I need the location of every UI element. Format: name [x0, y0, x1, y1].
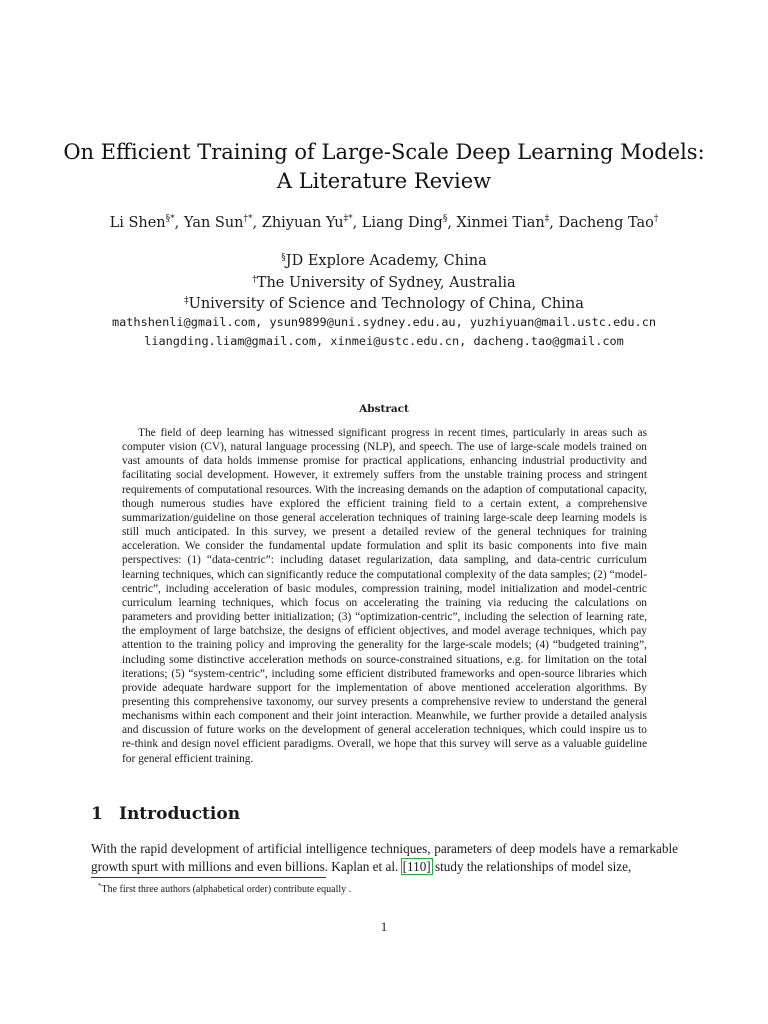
affiliation-mark: † — [252, 274, 257, 285]
footnote-mark: * — [98, 882, 102, 890]
author-list: Li Shen§*, Yan Sun†*, Zhiyuan Yu‡*, Liang Ding§, Xinmei Tian‡, Dacheng Tao† — [109, 214, 659, 231]
affiliation-list — [60, 249, 708, 314]
affiliation-mark: § — [281, 253, 286, 263]
footnote-text: The first three authors (alphabetical order) contribute equally . — [101, 884, 352, 895]
author-name: Yan Sun — [183, 215, 244, 231]
author-marks: ‡* — [343, 214, 353, 224]
intro-text-before: With the rapid development of artificial intelligence techniques, parameters of deep models have a remarkable growth spurt with millions and even billions. Kaplan et al. — [91, 841, 678, 874]
author-marks: † — [653, 214, 659, 224]
author-name: Zhiyuan Yu — [261, 215, 344, 231]
author-name: Li Shen — [109, 215, 166, 231]
email-list — [40, 313, 728, 350]
affiliation-name: JD Explore Academy, China — [285, 253, 487, 269]
author-name: Liang Ding — [361, 215, 443, 231]
author-name: Xinmei Tian — [456, 215, 545, 231]
affiliation — [60, 292, 708, 314]
affiliation-name: University of Science and Technology of China, China — [188, 296, 584, 312]
affiliation-name: The University of Sydney, Australia — [256, 274, 516, 291]
email-line-1: mathshenli@gmail.com, ysun9899@uni.sydney.edu.au, yuzhiyuan@mail.ustc.edu.cn — [111, 315, 657, 329]
section-title: Introduction — [119, 804, 241, 824]
author-marks: ‡ — [544, 214, 550, 224]
abstract-heading: Abstract — [359, 403, 409, 415]
footnote-divider — [91, 877, 326, 878]
page-number: 1 — [380, 919, 388, 934]
affiliation — [60, 249, 708, 271]
citation-link[interactable]: [110] — [402, 859, 431, 874]
author-marks: †* — [243, 214, 253, 224]
title-line-2: A Literature Review — [276, 169, 492, 193]
introduction-paragraph — [91, 840, 678, 876]
affiliation — [60, 271, 708, 293]
email-line-2: liangding.liam@gmail.com, xinmei@ustc.edu.cn, dacheng.tao@gmail.com — [144, 333, 624, 348]
footnote — [98, 880, 351, 896]
abstract-text: The field of deep learning has witnessed significant progress in recent times, particularly in areas such as computer vision (CV), natural language processing (NLP), and speech. The use of large-scale models trained on vast amounts of data holds immense promise for practical applications, enhancing industrial productivity and facilitating social development. However, it extremely suffers from the unstable training process and stringent requirements of computational resources. With the increasing demands on the adaption of computational capacity, though numerous studies have explored the efficient training field to a certain extent, a comprehensive summarization/guideline on those general acceleration techniques of training large-scale deep learning models is still much anticipated. In this survey, we present a detailed review of the general techniques for training acceleration. We consider the fundamental update formulation and split its basic components into five main perspectives: (1) “data-centric”: including dataset regularization, data sampling, and data-centric curriculum learning techniques, which can significantly reduce the computational complexity of the data samples; (2) “model-centric”, including acceleration of basic modules, compression training, model initialization and model-centric curriculum learning techniques, which focus on accelerating the training via reducing the calculations on parameters and providing better initialization; (3) “optimization-centric”, including the selection of learning rate, the employment of large batchsize, the designs of efficient objectives, and model average techniques, which pay attention to the training policy and improving the generality for the large-scale models; (4) “budgeted training”, including some distinctive acceleration methods on source-constrained situations, e.g. for limitation on the total iterations; (5) “system-centric”, including some efficient distributed frameworks and open-source libraries which provide adequate hardware support for the implementation of above mentioned acceleration algorithms. By presenting this comprehensive taxonomy, our survey presents a comprehensive review to understand the general mechanisms within each component and their joint interaction. Meanwhile, we further provide a detailed analysis and discussion of future works on the development of general acceleration techniques, which could inspire us to re-think and design novel efficient paradigms. Overall, we hope that this survey will serve as a valuable guideline for general efficient training. — [122, 427, 647, 765]
section-number: 1 — [91, 804, 103, 824]
paper-title — [60, 138, 708, 196]
author-name: Dacheng Tao — [558, 215, 654, 231]
section-heading-introduction — [91, 804, 240, 824]
author-marks: §* — [165, 214, 175, 224]
author-marks: § — [442, 214, 448, 224]
title-line-1: On Efficient Training of Large-Scale Deep Learning Models: — [63, 140, 705, 164]
affiliation-mark: ‡ — [184, 296, 189, 306]
intro-text-after: study the relationships of model size, — [431, 859, 632, 874]
